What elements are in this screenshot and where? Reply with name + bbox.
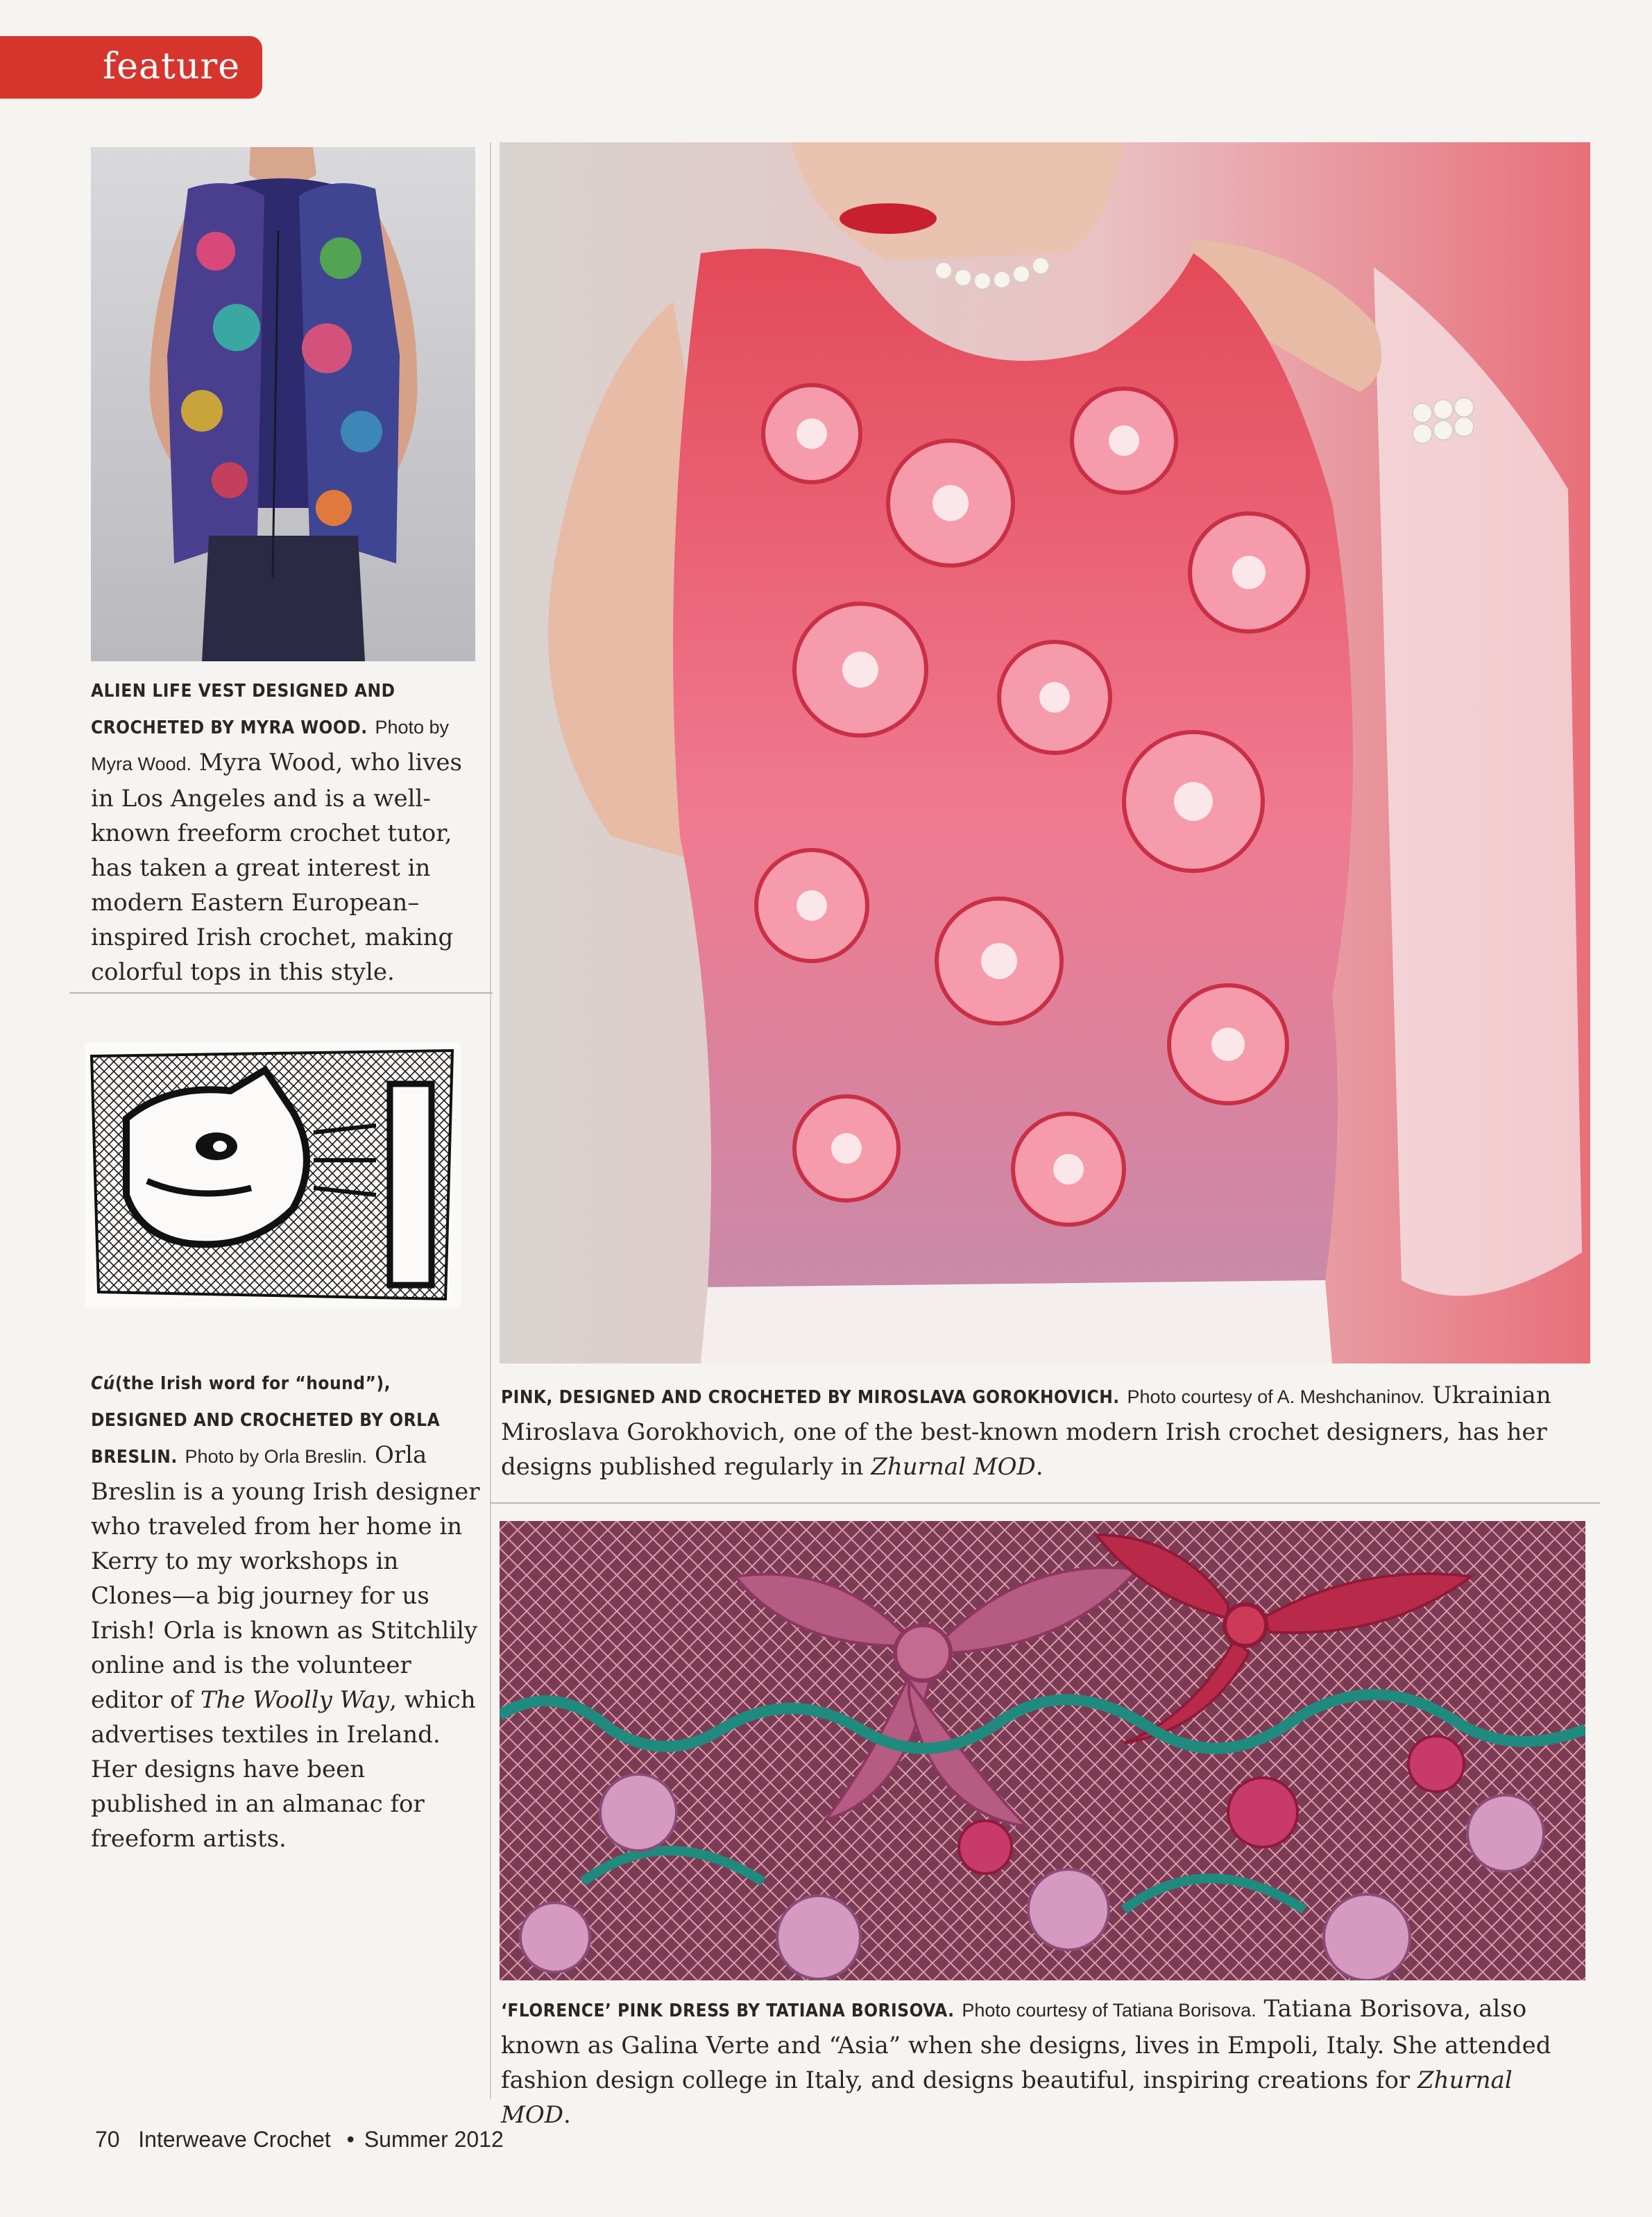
caption-credit: Photo courtesy of Tatiana Borisova. (962, 2000, 1257, 2021)
caption-pink-top (501, 1378, 1569, 1484)
page-footer (95, 2127, 504, 2152)
divider (69, 992, 493, 994)
cu-hound-lace-photo (85, 1042, 461, 1307)
caption-title: (the Irish word for “hound”), DESIGNED AND CROCHETED BY ORLA BRESLIN. (91, 1373, 441, 1468)
pink-crochet-top-photo (500, 142, 1590, 1364)
page-number: 70 (95, 2127, 120, 2152)
florence-pink-dress-photo (500, 1521, 1585, 1980)
footer-separator: • (346, 2127, 355, 2152)
caption-body: Ukrainian Miroslava Gorokhovich, one of the best-known modern Irish crochet designers, has her designs published regularly in (501, 1382, 1551, 1481)
caption-body-italic: Zhurnal MOD (871, 1453, 1036, 1481)
caption-credit: Photo by Orla Breslin. (185, 1446, 368, 1467)
caption-florence-dress (501, 1991, 1569, 2132)
issue-date: Summer 2012 (364, 2127, 504, 2152)
caption-body-end: . (1035, 1453, 1044, 1481)
caption-body: Tatiana Borisova, also known as Galina Verte and “Asia” when she designs, lives in Empoli, Italy. She attended fashion design college in Italy, and designs beautiful, inspiring creations for (501, 1995, 1551, 2094)
caption-body: Orla Breslin is a young Irish designer who traveled from her home in Kerry to my workshops in Clones—a big journey for us Irish! Orla is known as Stitchlily online and is the volunteer editor of (91, 1441, 480, 1714)
caption-body-italic: The Woolly Way (200, 1686, 390, 1714)
column-divider (490, 142, 491, 2099)
caption-title: ‘FLORENCE’ PINK DRESS BY TATIANA BORISOVA. (501, 2001, 955, 2021)
caption-body-end: . (563, 2101, 571, 2129)
divider (490, 1502, 1600, 1504)
caption-credit: Photo courtesy of A. Meshchaninov. (1127, 1386, 1425, 1407)
caption-body: Myra Wood, who lives in Los Angeles and is a well-known freeform crochet tutor, has taken a great interest in modern Eastern European–inspired Irish crochet, making colorful tops in this style. (91, 749, 462, 986)
caption-credit: Photo by Myra Wood. (91, 717, 450, 774)
caption-title-italic: Cú (91, 1373, 115, 1394)
caption-alien-life-vest (91, 672, 486, 989)
caption-title: PINK, DESIGNED AND CROCHETED BY MIROSLAVA GOROKHOVICH. (501, 1387, 1120, 1408)
caption-cu-hound (91, 1364, 486, 1856)
caption-body-end: , which advertises textiles in Ireland. Her designs have been published in an almanac for freeform artists. (91, 1686, 476, 1853)
caption-title: ALIEN LIFE VEST DESIGNED AND CROCHETED BY MYRA WOOD. (91, 681, 395, 738)
section-label: feature (103, 46, 241, 87)
publication-name: Interweave Crochet (138, 2127, 331, 2152)
caption-body-italic: Zhurnal MOD (501, 2066, 1513, 2129)
alien-life-vest-photo (91, 147, 475, 661)
